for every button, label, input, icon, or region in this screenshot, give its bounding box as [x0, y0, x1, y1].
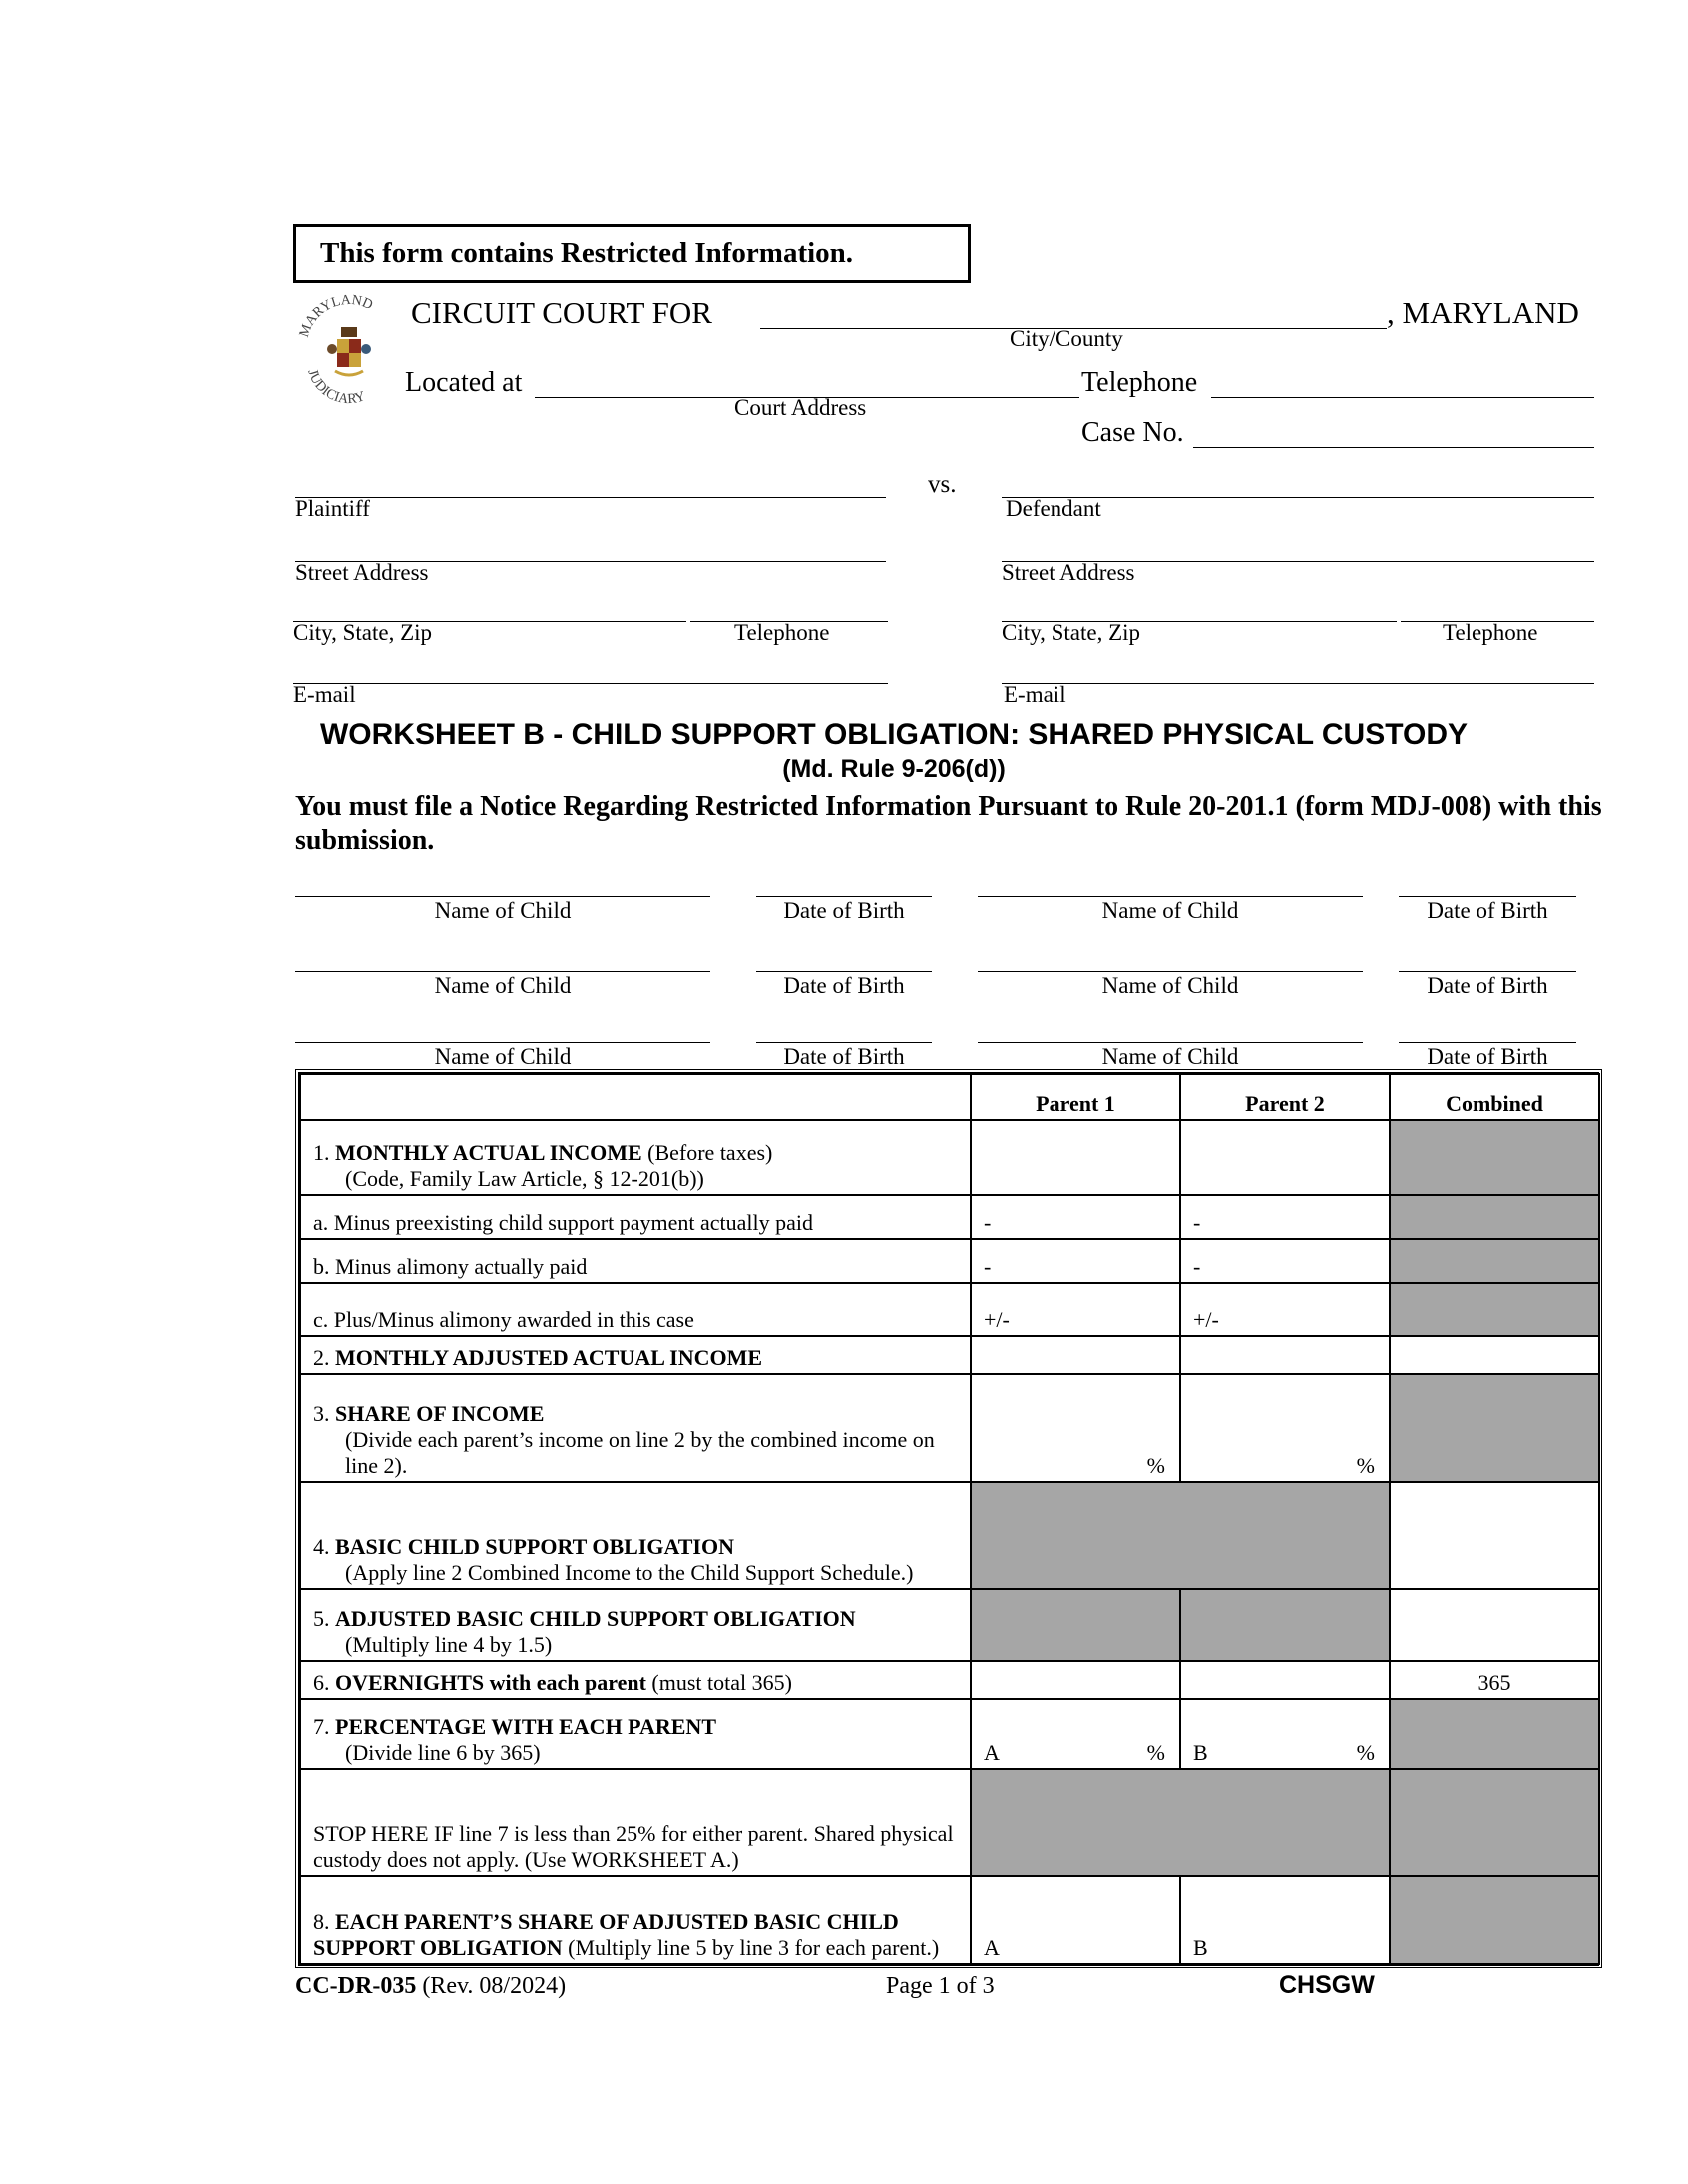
- row-note: (must total 365): [645, 1669, 792, 1695]
- parent-2-cell[interactable]: [1180, 1283, 1390, 1336]
- combined-cell: [1390, 1876, 1599, 1964]
- row-instructions: (Apply line 2 Combined Income to the Child Support Schedule.): [345, 1559, 914, 1585]
- child-name-field[interactable]: [978, 1042, 1363, 1043]
- child-name-caption: Name of Child: [1101, 973, 1239, 998]
- child-dob-caption: Date of Birth: [1427, 1044, 1548, 1069]
- row-label: a. Minus preexisting child support payment actually paid: [313, 1210, 814, 1236]
- restricted-info-banner: This form contains Restricted Information.: [293, 224, 971, 283]
- parent-1-marker: A: [984, 1935, 1000, 1960]
- table-row: [300, 1769, 1599, 1876]
- child-name-field[interactable]: [978, 896, 1363, 897]
- parent-2-cell[interactable]: [1180, 1699, 1390, 1769]
- shaded-cell: [971, 1482, 1390, 1588]
- parent-1-cell[interactable]: [971, 1336, 1180, 1374]
- row-instructions: (Divide each parent’s income on line 2 by the combined income on line 2).: [345, 1427, 935, 1479]
- defendant-email-caption: E-mail: [1004, 682, 1066, 707]
- plaintiff-street-caption: Street Address: [295, 560, 429, 585]
- table-row: [300, 1589, 1599, 1661]
- parent-1-cell[interactable]: [971, 1239, 1180, 1283]
- restricted-notice: You must file a Notice Regarding Restricted Information Pursuant to Rule 20-201.1 (form MDJ-008) with this submission.: [295, 791, 1602, 856]
- combined-cell: [1390, 1283, 1599, 1336]
- defendant-caption: Defendant: [1006, 496, 1101, 521]
- parent-2-cell[interactable]: [1180, 1336, 1390, 1374]
- parent-1-cell[interactable]: [971, 1661, 1180, 1699]
- parent-1-symbol: -: [984, 1210, 992, 1236]
- parent-1-cell: [971, 1589, 1180, 1661]
- combined-cell: [1390, 1239, 1599, 1283]
- parent-1-cell[interactable]: [971, 1283, 1180, 1336]
- parent-2-symbol: %: [1356, 1739, 1375, 1765]
- child-dob-field[interactable]: [756, 971, 932, 972]
- combined-cell[interactable]: [1390, 1661, 1599, 1699]
- row-description: [300, 1336, 971, 1374]
- plaintiff-field[interactable]: [295, 497, 886, 498]
- row-title: ADJUSTED BASIC CHILD SUPPORT OBLIGATION: [335, 1605, 856, 1631]
- row-note: (Before taxes): [641, 1140, 773, 1166]
- child-name-field[interactable]: [978, 971, 1363, 972]
- table-row: [300, 1876, 1599, 1964]
- located-at-label: Located at: [405, 367, 523, 398]
- plaintiff-caption: Plaintiff: [295, 496, 370, 521]
- row-description: [300, 1589, 971, 1661]
- header-parent-2: Parent 2: [1180, 1074, 1390, 1120]
- table-row: [300, 1195, 1599, 1239]
- row-number: 7.: [313, 1713, 335, 1739]
- parent-2-marker: B: [1193, 1935, 1208, 1960]
- court-telephone-field[interactable]: [1211, 397, 1594, 398]
- child-dob-caption: Date of Birth: [783, 898, 905, 923]
- row-title: OVERNIGHTS with each parent: [335, 1669, 646, 1695]
- row-description: [300, 1120, 971, 1195]
- court-address-caption: Court Address: [734, 395, 867, 420]
- row-description: [300, 1769, 971, 1876]
- child-name-caption: Name of Child: [1101, 898, 1239, 923]
- row-instructions: (Multiply line 4 by 1.5): [345, 1631, 553, 1657]
- vs-label: vs.: [928, 471, 957, 498]
- row-title: PERCENTAGE WITH EACH PARENT: [335, 1713, 716, 1739]
- row-title: MONTHLY ACTUAL INCOME: [335, 1140, 642, 1166]
- form-id: [295, 1973, 566, 2000]
- table-row: [300, 1336, 1599, 1374]
- parent-2-symbol: -: [1193, 1210, 1201, 1236]
- combined-value: 365: [1477, 1669, 1511, 1695]
- plaintiff-email-field[interactable]: [293, 683, 888, 684]
- parent-2-marker: B: [1193, 1739, 1208, 1765]
- parent-1-symbol: +/-: [984, 1307, 1010, 1333]
- case-no-field[interactable]: [1193, 447, 1594, 448]
- shaded-cell: [971, 1769, 1390, 1876]
- row-title: SHARE OF INCOME: [335, 1401, 545, 1427]
- row-description: [300, 1482, 971, 1588]
- child-dob-field[interactable]: [1399, 1042, 1576, 1043]
- child-name-field[interactable]: [295, 896, 710, 897]
- defendant-email-field[interactable]: [1002, 683, 1594, 684]
- parent-2-symbol: %: [1356, 1453, 1375, 1479]
- child-dob-field[interactable]: [756, 1042, 932, 1043]
- row-number: 8.: [313, 1909, 335, 1934]
- combined-cell[interactable]: [1390, 1589, 1599, 1661]
- child-name-caption: Name of Child: [434, 1044, 572, 1069]
- defendant-city-caption: City, State, Zip: [1002, 620, 1141, 645]
- parent-2-cell[interactable]: [1180, 1120, 1390, 1195]
- parent-1-cell[interactable]: [971, 1195, 1180, 1239]
- row-description: [300, 1239, 971, 1283]
- combined-cell: [1390, 1195, 1599, 1239]
- form-number: CC-DR-035: [295, 1973, 417, 1999]
- table-row: [300, 1283, 1599, 1336]
- combined-cell: [1390, 1699, 1599, 1769]
- child-dob-field[interactable]: [1399, 896, 1576, 897]
- child-dob-caption: Date of Birth: [783, 973, 905, 998]
- child-dob-caption: Date of Birth: [783, 1044, 905, 1069]
- row-description: [300, 1374, 971, 1482]
- combined-cell: [1390, 1769, 1599, 1876]
- row-title: EACH PARENT’S SHARE OF ADJUSTED BASIC CHILD SUPPORT OBLIGATION: [313, 1909, 899, 1960]
- table-row: [300, 1699, 1599, 1769]
- combined-cell: [1390, 1374, 1599, 1482]
- form-code: CHSGW: [1279, 1971, 1375, 1999]
- court-label: CIRCUIT COURT FOR: [411, 295, 712, 330]
- child-name-field[interactable]: [295, 1042, 710, 1043]
- parent-2-symbol: +/-: [1193, 1307, 1219, 1333]
- row-number: 2.: [313, 1345, 335, 1371]
- row-title: BASIC CHILD SUPPORT OBLIGATION: [335, 1533, 734, 1559]
- defendant-street-caption: Street Address: [1002, 560, 1135, 585]
- parent-2-cell[interactable]: [1180, 1374, 1390, 1482]
- row-number: 4.: [313, 1533, 335, 1559]
- child-name-field[interactable]: [295, 971, 710, 972]
- table-header-row: [300, 1074, 1599, 1120]
- row-label: c. Plus/Minus alimony awarded in this case: [313, 1307, 694, 1333]
- row-number: 1.: [313, 1140, 335, 1166]
- worksheet-table: [295, 1069, 1602, 1968]
- row-title: MONTHLY ADJUSTED ACTUAL INCOME: [335, 1345, 763, 1371]
- parent-2-cell[interactable]: [1180, 1239, 1390, 1283]
- parent-1-symbol: -: [984, 1254, 992, 1280]
- worksheet-rule: (Md. Rule 9-206(d)): [782, 755, 1006, 783]
- table-row: [300, 1239, 1599, 1283]
- parent-1-cell[interactable]: [971, 1699, 1180, 1769]
- form-revision: (Rev. 08/2024): [416, 1973, 567, 1999]
- child-dob-caption: Date of Birth: [1427, 898, 1548, 923]
- header-combined: Combined: [1390, 1074, 1599, 1120]
- svg-text:MARYLAND: MARYLAND: [297, 292, 375, 340]
- parent-1-symbol: %: [1146, 1453, 1165, 1479]
- child-name-caption: Name of Child: [434, 898, 572, 923]
- plaintiff-city-caption: City, State, Zip: [293, 620, 433, 645]
- page-number: Page 1 of 3: [886, 1973, 995, 1999]
- row-instructions: (Code, Family Law Article, § 12-201(b)): [345, 1166, 704, 1192]
- parent-1-cell[interactable]: [971, 1374, 1180, 1482]
- parent-2-cell[interactable]: [1180, 1195, 1390, 1239]
- court-telephone-label: Telephone: [1081, 367, 1198, 398]
- defendant-telephone-caption: Telephone: [1443, 620, 1538, 645]
- table-row: [300, 1482, 1599, 1588]
- parent-1-marker: A: [984, 1739, 1000, 1765]
- case-no-label: Case No.: [1081, 417, 1184, 448]
- child-dob-caption: Date of Birth: [1427, 973, 1548, 998]
- child-name-caption: Name of Child: [434, 973, 572, 998]
- parent-1-symbol: %: [1146, 1739, 1165, 1765]
- parent-1-cell[interactable]: [971, 1876, 1180, 1964]
- child-dob-field[interactable]: [756, 896, 932, 897]
- row-label: STOP HERE IF line 7 is less than 25% for either parent. Shared physical custody does not apply. (Use WORKSHEET A.): [313, 1820, 954, 1872]
- row-description: [300, 1661, 971, 1699]
- row-label: b. Minus alimony actually paid: [313, 1254, 588, 1280]
- child-dob-field[interactable]: [1399, 971, 1576, 972]
- plaintiff-email-caption: E-mail: [293, 682, 356, 707]
- combined-cell[interactable]: [1390, 1482, 1599, 1588]
- row-description: [300, 1699, 971, 1769]
- city-county-caption: City/County: [1010, 326, 1123, 351]
- header-blank: [300, 1074, 971, 1120]
- parent-1-cell[interactable]: [971, 1120, 1180, 1195]
- svg-text:JUDICIARY: JUDICIARY: [304, 367, 368, 408]
- table-row: [300, 1120, 1599, 1195]
- maryland-label: , MARYLAND: [1387, 295, 1579, 330]
- row-description: [300, 1876, 971, 1964]
- row-number: 6.: [313, 1669, 335, 1695]
- table-row: [300, 1661, 1599, 1699]
- parent-2-cell: [1180, 1589, 1390, 1661]
- combined-cell[interactable]: [1390, 1336, 1599, 1374]
- row-number: 5.: [313, 1605, 335, 1631]
- plaintiff-telephone-caption: Telephone: [734, 620, 830, 645]
- row-description: [300, 1283, 971, 1336]
- row-note: (Multiply line 5 by line 3 for each parent.): [562, 1935, 940, 1960]
- child-name-caption: Name of Child: [1101, 1044, 1239, 1069]
- maryland-judiciary-seal: [297, 291, 401, 411]
- table-row: [300, 1374, 1599, 1482]
- parent-2-symbol: -: [1193, 1254, 1201, 1280]
- row-instructions: (Divide line 6 by 365): [345, 1739, 541, 1765]
- parent-2-cell[interactable]: [1180, 1876, 1390, 1964]
- combined-cell: [1390, 1120, 1599, 1195]
- row-number: 3.: [313, 1401, 335, 1427]
- header-parent-1: Parent 1: [971, 1074, 1180, 1120]
- row-description: [300, 1195, 971, 1239]
- parent-2-cell[interactable]: [1180, 1661, 1390, 1699]
- worksheet-title: WORKSHEET B - CHILD SUPPORT OBLIGATION: SHARED PHYSICAL CUSTODY: [319, 718, 1469, 751]
